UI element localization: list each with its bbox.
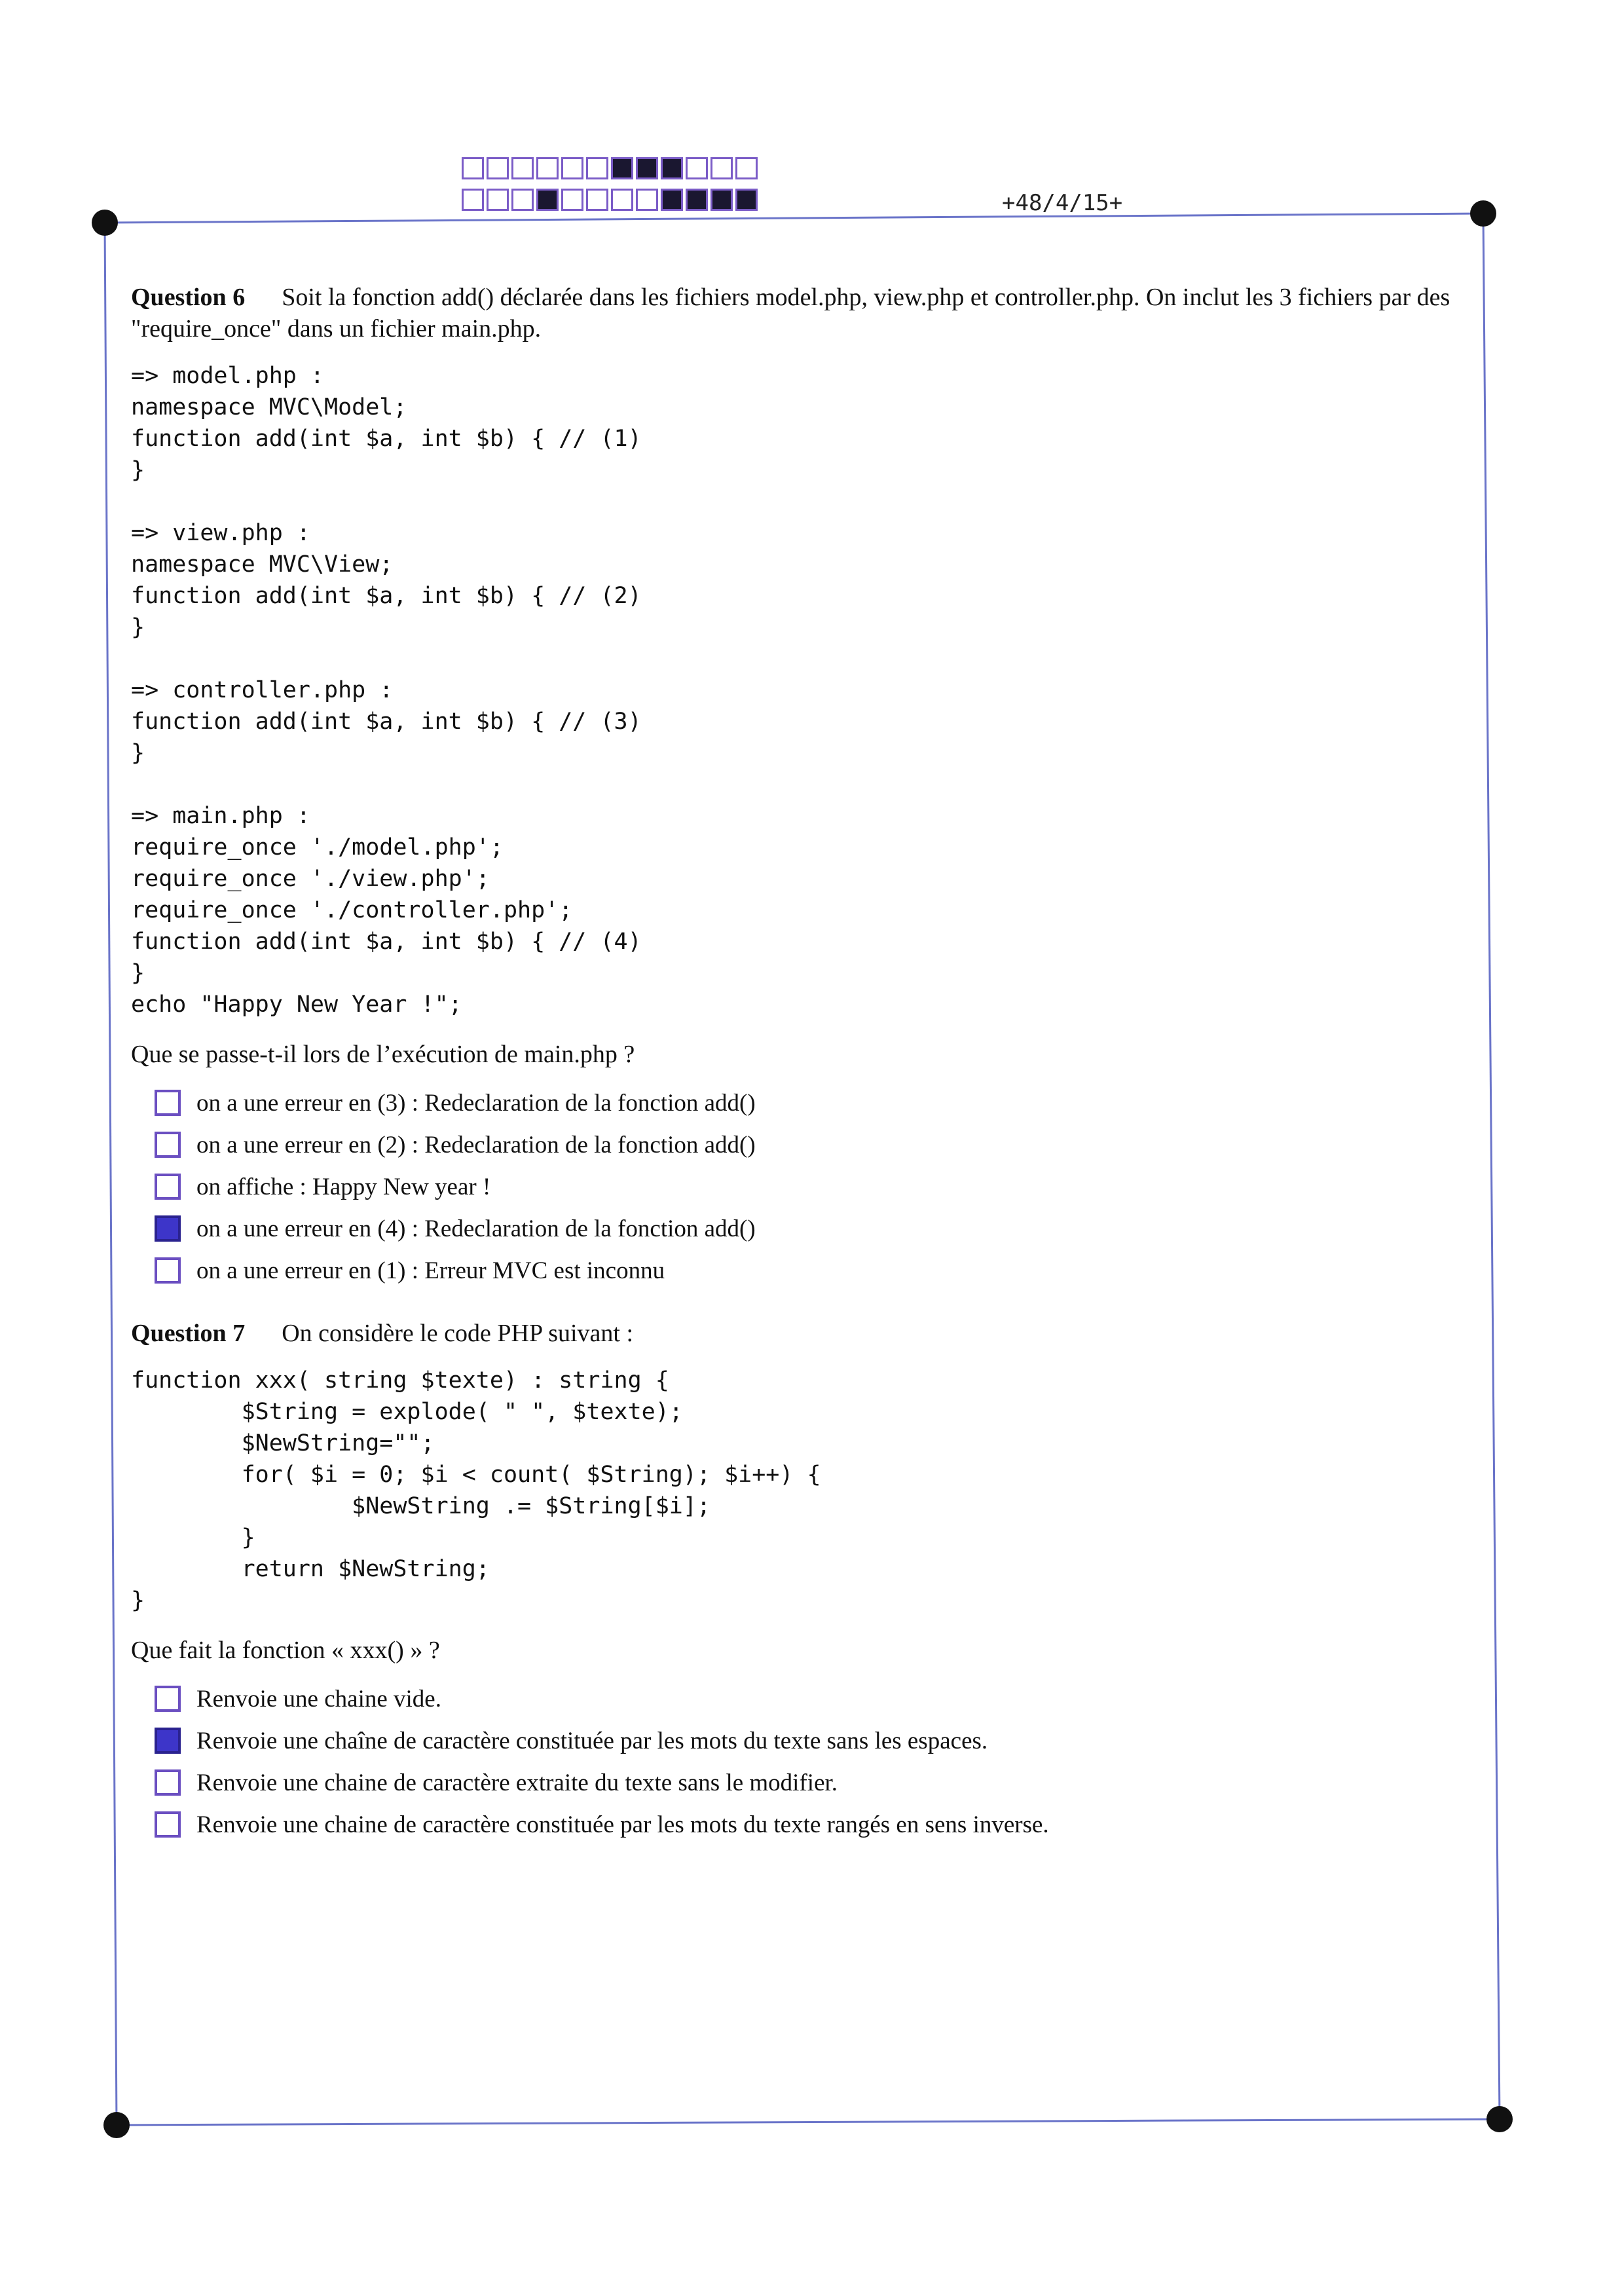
barcode-cell <box>586 157 608 179</box>
answer-option[interactable] <box>155 1208 1467 1250</box>
answer-option[interactable] <box>155 1082 1467 1124</box>
answer-option[interactable] <box>155 1124 1467 1166</box>
question-6-body: Soit la fonction add() déclarée dans les fichiers model.php, view.php et controller.php. On inclut les 3 fichiers par des "require_once" dans un fichier main.php. <box>131 284 1450 343</box>
barcode-cell <box>487 189 509 211</box>
barcode-cell <box>536 157 559 179</box>
checkbox[interactable] <box>155 1769 181 1796</box>
question-7-label: Question 7 <box>131 1320 246 1347</box>
barcode-cell <box>561 189 583 211</box>
exam-id: +48/4/15+ <box>1002 190 1123 216</box>
answer-option[interactable] <box>155 1166 1467 1208</box>
answer-option[interactable] <box>155 1720 1467 1762</box>
barcode-cell <box>636 189 658 211</box>
barcode-bottom <box>462 189 760 211</box>
checkbox[interactable] <box>155 1174 181 1200</box>
answer-option[interactable] <box>155 1250 1467 1291</box>
barcode-cell <box>661 189 683 211</box>
barcode-cell <box>735 189 758 211</box>
barcode-cell <box>636 157 658 179</box>
barcode-cell <box>462 189 484 211</box>
barcode-cell <box>686 189 708 211</box>
answer-label: on a une erreur en (3) : Redeclaration de la fonction add() <box>196 1089 756 1117</box>
corner-marker-bottom-left <box>103 2112 130 2138</box>
barcode-cell <box>710 157 733 179</box>
barcode-cell <box>536 189 559 211</box>
question-6 <box>131 282 1467 1291</box>
answer-label: on affiche : Happy New year ! <box>196 1173 491 1200</box>
checkbox[interactable] <box>155 1215 181 1242</box>
corner-marker-top-right <box>1470 200 1496 227</box>
answer-option[interactable] <box>155 1804 1467 1845</box>
answer-label: Renvoie une chaine de caractère extraite du texte sans le modifier. <box>196 1769 838 1796</box>
answer-option[interactable] <box>155 1762 1467 1804</box>
barcode-cell <box>710 189 733 211</box>
corner-marker-top-left <box>92 210 118 236</box>
checkbox[interactable] <box>155 1257 181 1284</box>
question-7-body: On considère le code PHP suivant : <box>282 1320 634 1347</box>
barcode-cell <box>462 157 484 179</box>
barcode-cell <box>511 157 534 179</box>
answer-label: Renvoie une chaîne de caractère constituée par les mots du texte sans les espaces. <box>196 1727 988 1754</box>
barcode-cell <box>586 189 608 211</box>
question-6-answers <box>131 1082 1467 1291</box>
question-7-answers <box>131 1678 1467 1845</box>
answer-label: Renvoie une chaine vide. <box>196 1685 441 1713</box>
checkbox[interactable] <box>155 1728 181 1754</box>
question-6-text <box>131 282 1467 344</box>
barcode-cell <box>511 189 534 211</box>
checkbox[interactable] <box>155 1090 181 1116</box>
question-6-code: => model.php : namespace MVC\Model; function add(int $a, int $b) { // (1) } => view.php : namespace MVC\View; function add(int $a, int $b) { // (2) } => controller.php : function add(int $a, int $b) { // (3) } => main.php : require_once './model.php'; require_once './view.php'; require_once './controller.php'; function add(int $a, int $b) { // (4) } echo "Happy New Year !"; <box>131 363 642 1018</box>
barcode-cell <box>735 157 758 179</box>
barcode-cell <box>661 157 683 179</box>
answer-label: on a une erreur en (2) : Redeclaration de la fonction add() <box>196 1131 756 1158</box>
question-7-text <box>131 1318 1467 1349</box>
question-6-prompt: Que se passe-t-il lors de l’exécution de main.php ? <box>131 1041 635 1068</box>
answer-label: Renvoie une chaine de caractère constituée par les mots du texte rangés en sens inverse. <box>196 1811 1049 1838</box>
barcode-cell <box>487 157 509 179</box>
answer-option[interactable] <box>155 1678 1467 1720</box>
barcode-cell <box>686 157 708 179</box>
corner-marker-bottom-right <box>1486 2106 1513 2132</box>
checkbox[interactable] <box>155 1811 181 1838</box>
question-7-prompt: Que fait la fonction « xxx() » ? <box>131 1637 440 1664</box>
answer-label: on a une erreur en (1) : Erreur MVC est inconnu <box>196 1257 665 1284</box>
barcode-cell <box>611 189 633 211</box>
question-6-label: Question 6 <box>131 284 246 311</box>
barcode-top <box>462 157 760 179</box>
barcode-cell <box>561 157 583 179</box>
content <box>131 282 1467 1845</box>
barcode-cell <box>611 157 633 179</box>
answer-label: on a une erreur en (4) : Redeclaration de la fonction add() <box>196 1215 756 1242</box>
question-7 <box>131 1318 1467 1845</box>
question-7-code: function xxx( string $texte) : string { $String = explode( " ", $texte); $NewString=""; for( $i = 0; $i < count( $String); $i++) { $NewString .= $String[$i]; } return $NewString; } <box>131 1367 821 1614</box>
checkbox[interactable] <box>155 1686 181 1712</box>
checkbox[interactable] <box>155 1132 181 1158</box>
